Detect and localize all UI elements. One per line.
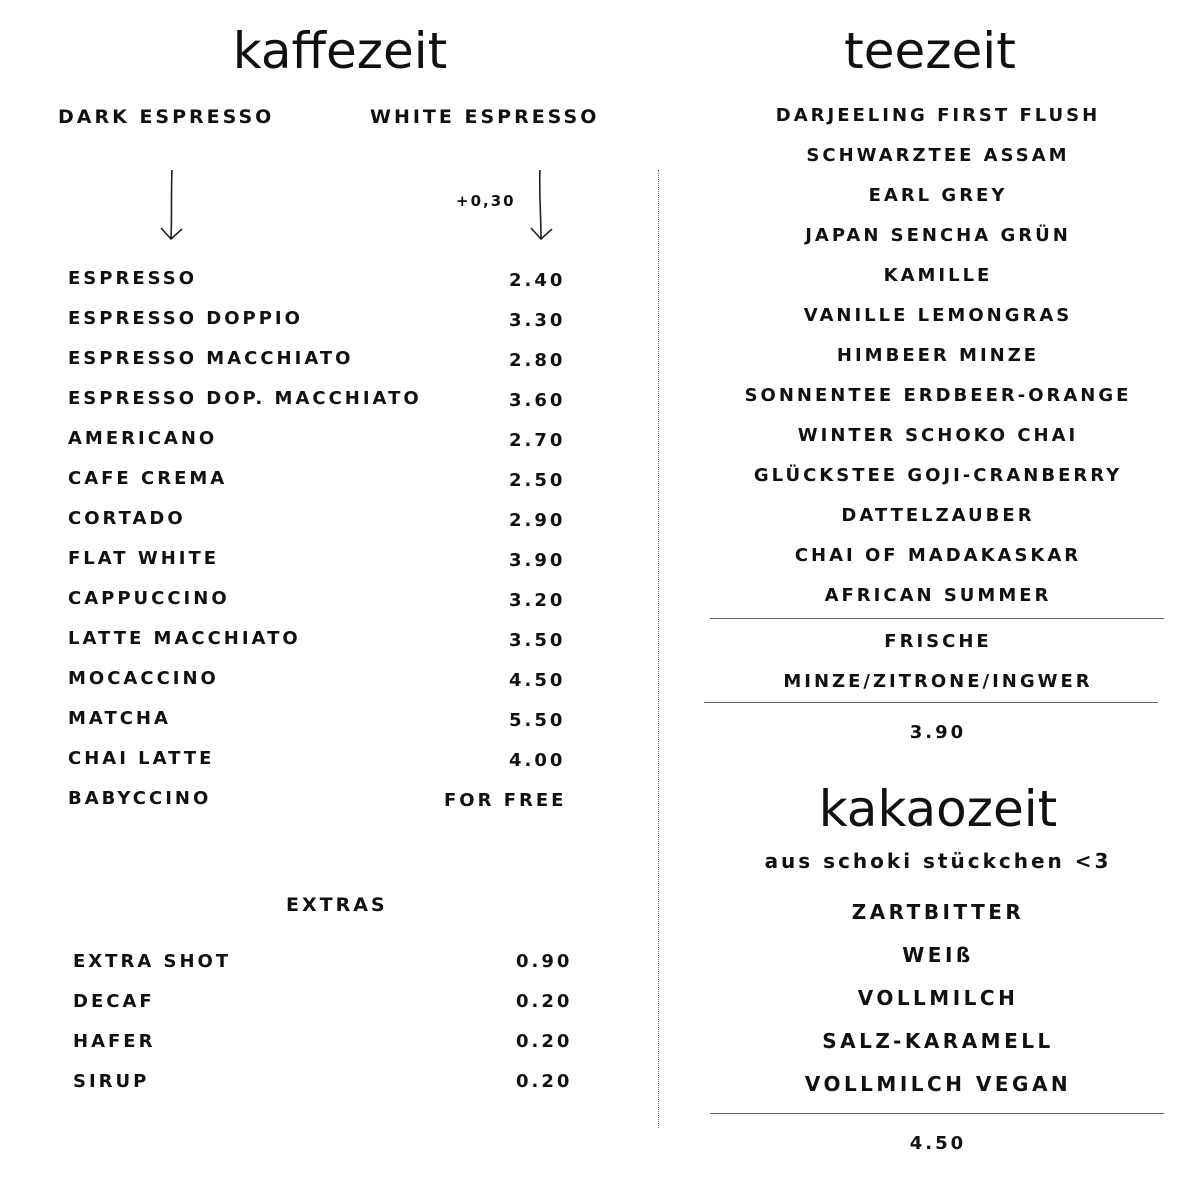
- tea-item: VANILLE LEMONGRAS: [803, 305, 1073, 326]
- coffee-item-name: MOCACCINO: [68, 668, 219, 689]
- tea-item: SCHWARZTEE ASSAM: [806, 145, 1070, 166]
- coffee-item-name: CAFE CREMA: [68, 468, 228, 489]
- cocoa-item: ZARTBITTER: [851, 900, 1025, 924]
- coffee-item-name: ESPRESSO DOP. MACCHIATO: [68, 388, 422, 409]
- white-espresso-header: WHITE ESPRESSO: [370, 106, 600, 128]
- coffee-item-price: 3.30: [509, 310, 566, 331]
- white-surcharge: +0,30: [456, 192, 516, 210]
- extras-title: EXTRAS: [286, 894, 388, 916]
- column-divider: [658, 170, 659, 1128]
- cocoa-item: SALZ-KARAMELL: [822, 1029, 1054, 1053]
- tea-item: DATTELZAUBER: [841, 505, 1035, 526]
- fresh-tea-line1: FRISCHE: [884, 631, 992, 652]
- coffee-item-price: 2.40: [509, 270, 566, 291]
- dark-espresso-arrow-icon: [155, 168, 187, 244]
- coffee-item-price: 3.60: [509, 390, 566, 411]
- extra-item-price: 0.20: [516, 991, 573, 1012]
- cocoa-title: kakaozeit: [818, 780, 1058, 838]
- tea-item: JAPAN SENCHA GRÜN: [805, 225, 1071, 246]
- coffee-item-price: 2.90: [509, 510, 566, 531]
- cocoa-item: VOLLMILCH: [857, 986, 1019, 1010]
- coffee-item-name: AMERICANO: [68, 428, 218, 449]
- coffee-title: kaffezeit: [232, 22, 448, 80]
- coffee-item-price: 4.50: [509, 670, 566, 691]
- tea-divider-top: [710, 618, 1164, 619]
- tea-title: teezeit: [844, 22, 1016, 80]
- cocoa-item: VOLLMILCH VEGAN: [804, 1072, 1072, 1096]
- coffee-item-price: 3.20: [509, 590, 566, 611]
- tea-item: CHAI OF MADAKASKAR: [794, 545, 1082, 566]
- extra-item-price: 0.20: [516, 1071, 573, 1092]
- coffee-item-name: CORTADO: [68, 508, 186, 529]
- tea-item: WINTER SCHOKO CHAI: [797, 425, 1079, 446]
- cocoa-item: WEIß: [902, 943, 974, 967]
- cocoa-divider: [710, 1113, 1164, 1114]
- dark-espresso-header: DARK ESPRESSO: [58, 106, 275, 128]
- tea-item: HIMBEER MINZE: [836, 345, 1040, 366]
- tea-item: SONNENTEE ERDBEER-ORANGE: [744, 385, 1132, 406]
- coffee-item-name: MATCHA: [68, 708, 171, 729]
- coffee-item-name: ESPRESSO: [68, 268, 198, 289]
- extra-item-name: EXTRA SHOT: [73, 951, 232, 972]
- tea-item: GLÜCKSTEE GOJI-CRANBERRY: [753, 465, 1123, 486]
- tea-item: AFRICAN SUMMER: [824, 585, 1052, 606]
- extra-item-name: HAFER: [73, 1031, 156, 1052]
- coffee-item-name: ESPRESSO DOPPIO: [68, 308, 303, 329]
- extra-item-price: 0.20: [516, 1031, 573, 1052]
- coffee-item-price: 2.50: [509, 470, 566, 491]
- coffee-item-name: LATTE MACCHIATO: [68, 628, 301, 649]
- coffee-item-name: ESPRESSO MACCHIATO: [68, 348, 354, 369]
- coffee-item-name: BABYCCINO: [68, 788, 212, 809]
- tea-item: DARJEELING FIRST FLUSH: [775, 105, 1101, 126]
- white-espresso-arrow-icon: [526, 168, 558, 244]
- coffee-item-price: 3.90: [509, 550, 566, 571]
- tea-item: KAMILLE: [883, 265, 993, 286]
- extra-item-name: DECAF: [73, 991, 155, 1012]
- cocoa-price: 4.50: [909, 1133, 967, 1154]
- coffee-item-price: 5.50: [509, 710, 566, 731]
- tea-item: EARL GREY: [868, 185, 1008, 206]
- coffee-item-price: 3.50: [509, 630, 566, 651]
- coffee-item-price: FOR FREE: [444, 790, 567, 811]
- cocoa-subtitle: aus schoki stückchen <3: [764, 849, 1112, 873]
- coffee-item-price: 4.00: [509, 750, 566, 771]
- coffee-item-name: CHAI LATTE: [68, 748, 215, 769]
- tea-divider-bottom: [704, 702, 1158, 703]
- coffee-item-price: 2.80: [509, 350, 566, 371]
- tea-price: 3.90: [909, 722, 967, 743]
- extra-item-price: 0.90: [516, 951, 573, 972]
- coffee-item-name: FLAT WHITE: [68, 548, 220, 569]
- fresh-tea-line2: MINZE/ZITRONE/INGWER: [783, 671, 1093, 692]
- coffee-item-name: CAPPUCCINO: [68, 588, 230, 609]
- extra-item-name: SIRUP: [73, 1071, 150, 1092]
- coffee-item-price: 2.70: [509, 430, 566, 451]
